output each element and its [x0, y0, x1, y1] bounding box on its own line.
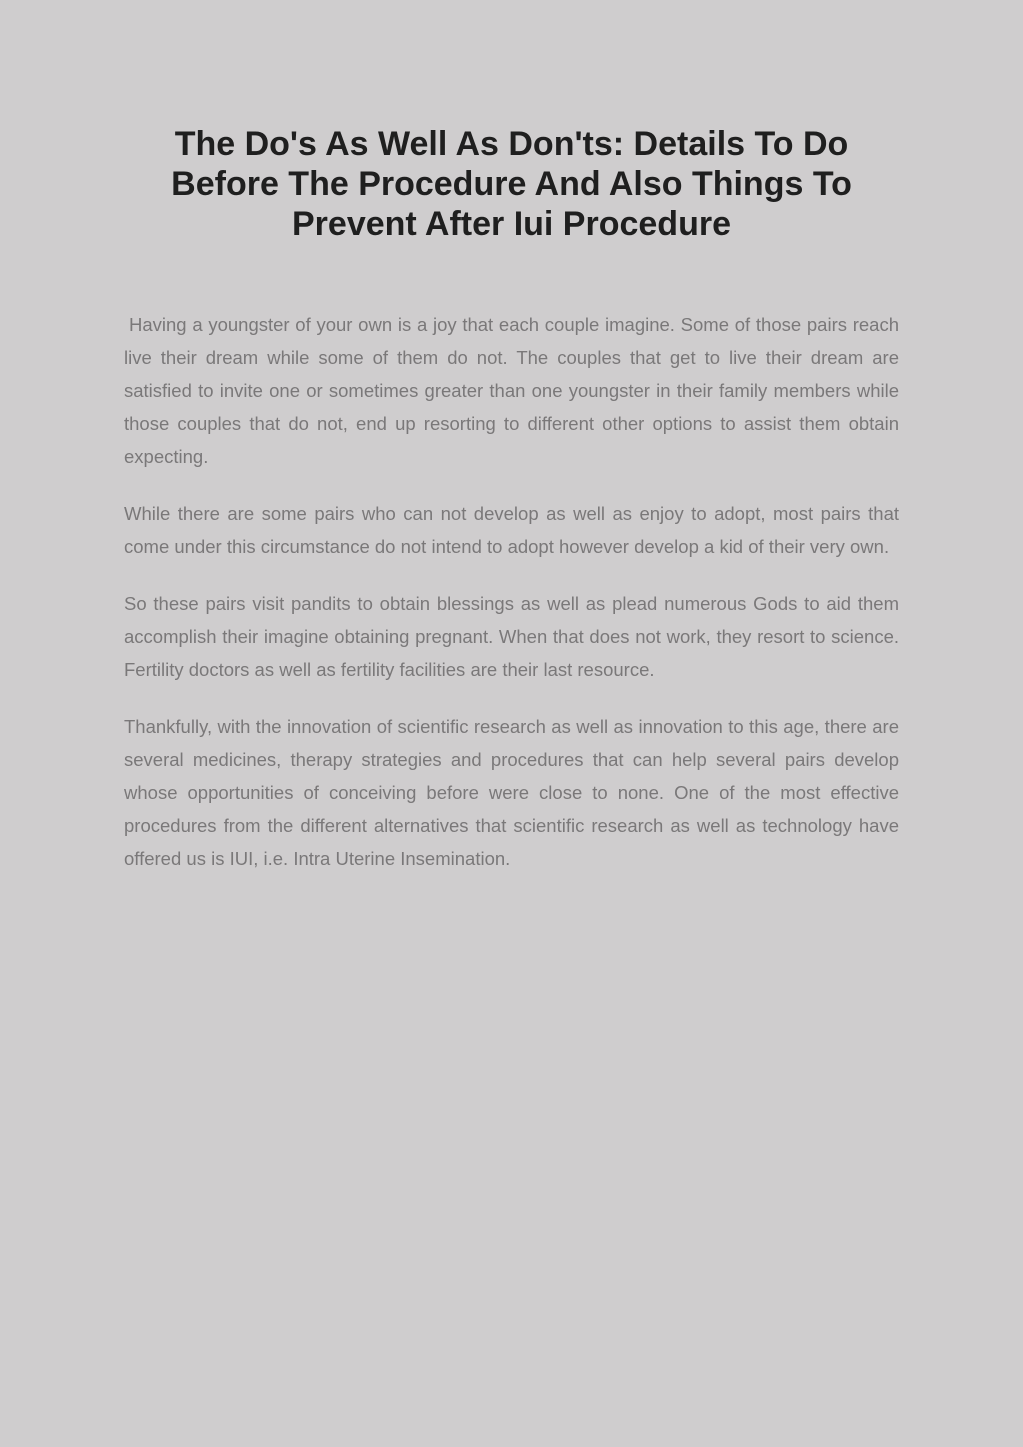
- page-title: The Do's As Well As Don'ts: Details To Do Before The Procedure And Also Things To Prevent After Iui Procedure: [171, 125, 852, 243]
- article-body: [124, 308, 899, 875]
- paragraph-2: While there are some pairs who can not develop as well as enjoy to adopt, most pairs that come under this circumstance do not intend to adopt however develop a kid of their very own.: [124, 503, 899, 557]
- paragraph-1: Having a youngster of your own is a joy that each couple imagine. Some of those pairs reach live their dream while some of them do not. The couples that get to live their dream are satisfied to invite one or sometimes greater than one youngster in their family members while those couples that do not, end up resorting to different other options to assist them obtain expecting.: [124, 314, 899, 467]
- paragraph-3: So these pairs visit pandits to obtain blessings as well as plead numerous Gods to aid them accomplish their imagine obtaining pregnant. When that does not work, they resort to science. Fertility doctors as well as fertility facilities are their last resource.: [124, 593, 899, 680]
- paragraph-4: Thankfully, with the innovation of scientific research as well as innovation to this age, there are several medicines, therapy strategies and procedures that can help several pairs develop whose opportunities of conceiving before were close to none. One of the most effective procedures from the different alternatives that scientific research as well as technology have offered us is IUI, i.e. Intra Uterine Insemination.: [124, 716, 899, 869]
